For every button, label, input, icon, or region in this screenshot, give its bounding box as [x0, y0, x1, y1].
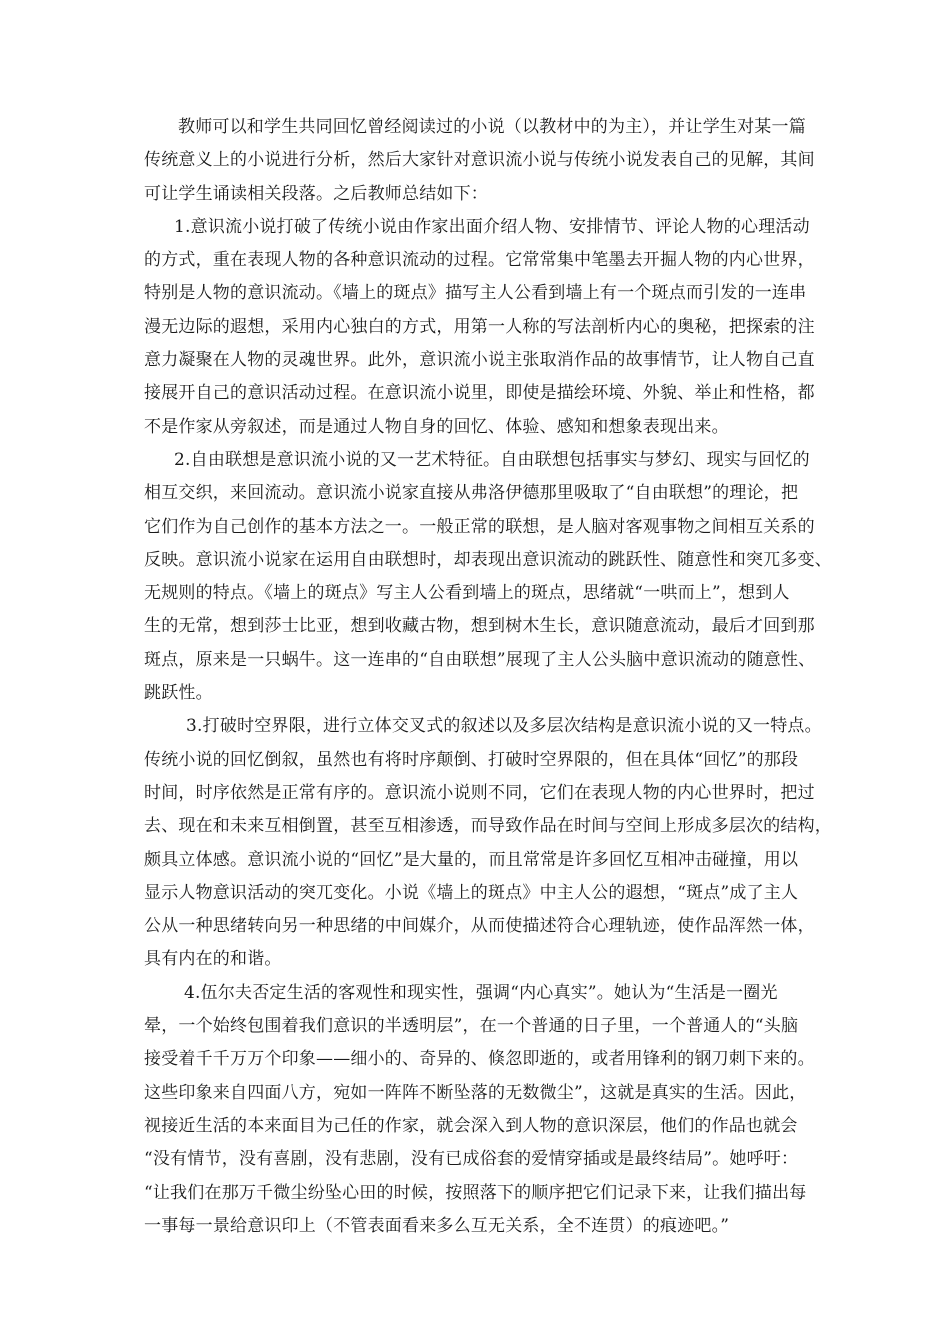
paragraph-point-2-line: 它们作为自己创作的基本方法之一。一般正常的联想，是人脑对客观事物之间相互关系的 [144, 516, 815, 537]
paragraph-point-1-line: 意力凝聚在人物的灵魂世界。此外，意识流小说主张取消作品的故事情节，让人物自己直 [144, 350, 815, 371]
paragraph-point-3-line: 3.打破时空界限，进行立体交叉式的叙述以及多层次结构是意识流小说的又一特点。 [186, 716, 822, 737]
paragraph-point-4-line: 4.伍尔夫否定生活的客观性和现实性，强调“内心真实”。她认为“生活是一圈光 [184, 982, 778, 1003]
paragraph-point-2-line: 无规则的特点。《墙上的斑点》写主人公看到墙上的斑点，思绪就“一哄而上”，想到人 [144, 583, 790, 604]
paragraph-point-4-line: 这些印象来自四面八方，宛如一阵阵不断坠落的无数微尘”，这就是真实的生活。因此， [144, 1082, 807, 1103]
paragraph-point-4-line: 视接近生活的本来面目为己任的作家，就会深入到人物的意识深层，他们的作品也就会 [144, 1115, 798, 1136]
paragraph-point-4-line: “让我们在那万千微尘纷坠心田的时候，按照落下的顺序把它们记录下来，让我们描出每 [144, 1182, 807, 1203]
paragraph-point-1-line: 漫无边际的遐想，采用内心独白的方式，用第一人称的写法剖析内心的奥秘，把探索的注 [144, 316, 815, 337]
paragraph-point-3-line: 颇具立体感。意识流小说的“回忆”是大量的，而且常常是许多回忆互相冲击碰撞，用以 [144, 849, 799, 870]
paragraph-point-4-line: 晕，一个始终包围着我们意识的半透明层”，在一个普通的日子里，一个普通人的“头脑 [144, 1016, 799, 1037]
paragraph-point-2-line: 反映。意识流小说家在运用自由联想时，却表现出意识流动的跳跃性、随意性和突兀多变、 [144, 549, 832, 570]
paragraph-point-2-line: 2.自由联想是意识流小说的又一艺术特征。自由联想包括事实与梦幻、现实与回忆的 [174, 449, 810, 470]
paragraph-point-1-line: 不是作家从旁叙述，而是通过人物自身的回忆、体验、感知和想象表现出来。 [144, 416, 729, 437]
paragraph-point-3-line: 公从一种思绪转向另一种思绪的中间媒介，从而使描述符合心理轨迹，使作品浑然一体， [144, 916, 815, 937]
paragraph-point-1-line: 1.意识流小说打破了传统小说由作家出面介绍人物、安排情节、评论人物的心理活动 [174, 216, 810, 237]
paragraph-point-2-line: 斑点，原来是一只蜗牛。这一连串的“自由联想”展现了主人公头脑中意识流动的随意性、 [144, 649, 816, 670]
paragraph-intro-line: 传统意义上的小说进行分析，然后大家针对意识流小说与传统小说发表自己的见解，其间 [144, 150, 815, 171]
paragraph-point-1-line: 特别是人物的意识流动。《墙上的斑点》描写主人公看到墙上有一个斑点而引发的一连串 [144, 283, 807, 304]
paragraph-point-4-line: 一事每一景给意识印上（不管表面看来多么互无关系，全不连贯）的痕迹吧。” [144, 1215, 730, 1236]
paragraph-point-2-line: 跳跃性。 [144, 683, 213, 704]
paragraph-point-3-line: 显示人物意识活动的突兀变化。小说《墙上的斑点》中主人公的遐想，“斑点”成了主人 [144, 882, 799, 903]
paragraph-point-3-line: 时间，时序依然是正常有序的。意识流小说则不同，它们在表现人物的内心世界时，把过 [144, 782, 815, 803]
paragraph-point-3-line: 具有内在的和谐。 [144, 949, 282, 970]
paragraph-point-3-line: 去、现在和未来互相倒置，甚至互相渗透，而导致作品在时间与空间上形成多层次的结构， [144, 816, 832, 837]
document-body [144, 111, 832, 1243]
paragraph-point-1-line: 接展开自己的意识活动过程。在意识流小说里，即使是描绘环境、外貌、举止和性格，都 [144, 383, 815, 404]
paragraph-point-4-line: 接受着千千万万个印象——细小的、奇异的、倏忽即逝的，或者用锋利的钢刀刺下来的。 [144, 1049, 815, 1070]
paragraph-intro-line: 教师可以和学生共同回忆曾经阅读过的小说（以教材中的为主），并让学生对某一篇 [178, 117, 806, 137]
paragraph-point-3-line: 传统小说的回忆倒叙，虽然也有将时序颠倒、打破时空界限的，但在具体“回忆”的那段 [144, 749, 799, 770]
paragraph-point-2-line: 相互交织，来回流动。意识流小说家直接从弗洛伊德那里吸取了“自由联想”的理论，把 [144, 483, 799, 504]
paragraph-point-2-line: 生的无常，想到莎士比亚，想到收藏古物，想到树木生长，意识随意流动，最后才回到那 [144, 616, 815, 637]
paragraph-point-4-line: “没有情节，没有喜剧，没有悲剧，没有已成俗套的爱情穿插或是最终结局”。她呼吁： [144, 1149, 799, 1170]
paragraph-intro-line: 可让学生诵读相关段落。之后教师总结如下： [144, 183, 488, 204]
paragraph-point-1-line: 的方式，重在表现人物的各种意识流动的过程。它常常集中笔墨去开掘人物的内心世界， [144, 250, 815, 271]
